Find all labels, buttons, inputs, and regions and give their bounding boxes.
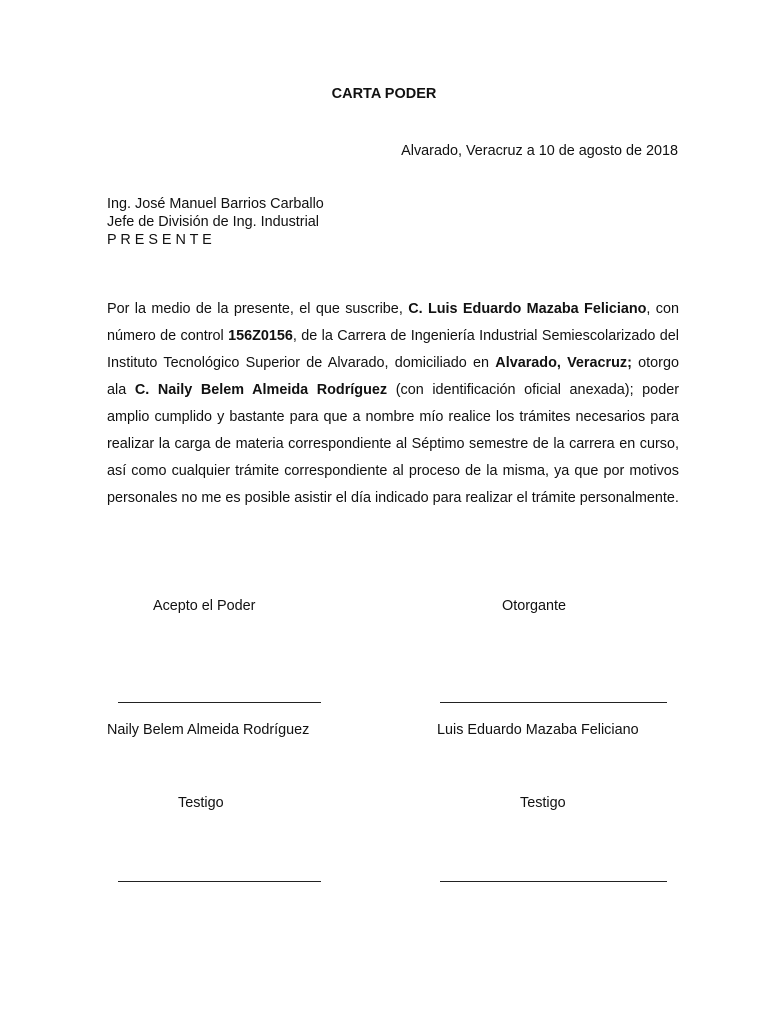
body-text-3: , de la Carrera de Ingeniería Industrial Semiescolarizado del Instituto Tecnológico Superior de Alvarado, domiciliado en [107,328,679,371]
grantor-label: Otorgante [502,598,566,614]
accept-name: Naily Belem Almeida Rodríguez [107,722,310,738]
addressee-position: Jefe de División de Ing. Industrial [107,214,319,230]
signature-line-witness-right [440,881,667,882]
document-title: CARTA PODER [331,86,437,102]
body-paragraph [107,296,679,512]
addressee-name: Ing. José Manuel Barrios Carballo [107,196,324,212]
body-text-1: Por la medio de la presente, el que suscribe, [107,301,409,317]
body-text-5: (con identificación oficial anexada); poder amplio cumplido y bastante para que a nombre mío realice los trámites necesarios para realizar la carga de materia correspondiente al Séptimo semestre de la carrera en curso, así como cualquier trámite correspondiente al proceso de la misma, ya que por motivos personales no me es posible asistir el día indicado para realizar el trámite personalmente. [107,382,679,506]
body-text-2: , con número de control [107,301,679,344]
signature-line-witness-left [118,881,321,882]
grantee-name-bold: C. Naily Belem Almeida Rodríguez [134,382,388,398]
grantor-name: Luis Eduardo Mazaba Feliciano [437,722,639,738]
addressee-block [107,195,324,249]
witness-left-label: Testigo [178,795,224,811]
place-date: Alvarado, Veracruz a 10 de agosto de 2018 [401,143,678,159]
body-text-4: otorgo ala [107,355,679,398]
letter-body [107,296,679,512]
control-number: 156Z0156 [228,328,293,344]
witness-right-label: Testigo [520,795,566,811]
grantor-name-bold: C. Luis Eduardo Mazaba Feliciano [408,301,647,317]
signature-line-accept [118,702,321,703]
accept-label: Acepto el Poder [153,598,256,614]
signature-line-grantor [440,702,667,703]
location-bold: Alvarado, Veracruz; [495,355,632,371]
addressee-presente: P R E S E N T E [107,232,212,248]
